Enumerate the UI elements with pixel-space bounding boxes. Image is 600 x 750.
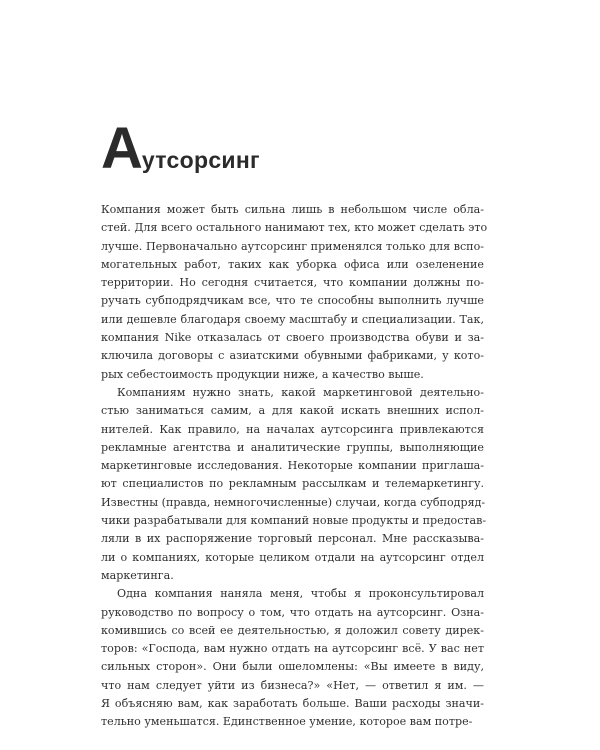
text-line: рекламные агентства и аналитические группы, выполняющие	[101, 440, 484, 454]
text-line: сильных сторон». Они были ошеломлены: «Вы имеете в виду,	[101, 660, 484, 674]
text-line: лучше. Первоначально аутсорсинг применялся только для вспо-	[101, 239, 484, 253]
text-line: чики разрабатывали для компаний новые продукты и предостав-	[101, 514, 487, 528]
text-line: Компания может быть сильна лишь в небольшом числе обла-	[101, 203, 484, 216]
text-line: руководство по вопросу о том, что отдать на аутсорсинг. Озна-	[101, 605, 484, 619]
text-line: маркетинга.	[101, 568, 174, 582]
text-line: комившись со всей ее деятельностью, я доложил совету дирек-	[101, 623, 484, 637]
text-line: Компаниям нужно знать, какой маркетинговой деятельно-	[117, 385, 484, 399]
text-line: могательных работ, таких как уборка офиса или озеленение	[101, 257, 484, 271]
text-line: ручать субподрядчикам все, что те способны выполнить лучше	[101, 294, 484, 308]
text-line: или дешевле благодаря своему масштабу и специализации. Так,	[101, 312, 484, 326]
text-line: торов: «Господа, вам нужно отдать на аутсорсинг всё. У вас нет	[101, 642, 484, 656]
text-line: рых себестоимость продукции ниже, а качество выше.	[101, 367, 424, 381]
chapter-title-initial: А	[101, 116, 142, 181]
text-line: что нам следует уйти из бизнеса?» «Нет, — ответил я им. —	[101, 678, 484, 692]
paragraph	[101, 201, 488, 384]
text-line: тельно уменьшатся. Единственное умение, которое вам потре-	[101, 715, 473, 729]
text-line: территории. Но сегодня считается, что компании должны по-	[101, 276, 484, 290]
paragraph	[101, 585, 484, 731]
text-line: ключила договоры с азиатскими обувными фабриками, у кото-	[101, 349, 484, 363]
text-line: ляли в их распоряжение торговый персонал. Мне рассказыва-	[101, 532, 484, 546]
text-line: стей. Для всего остального нанимают тех, кто может сделать это	[101, 221, 488, 235]
chapter-title-rest: утсорсинг	[141, 147, 260, 173]
text-line: компания Nike отказалась от своего производства обуви и за-	[101, 331, 484, 345]
text-line: нителей. Как правило, на началах аутсорсинга привлекаются	[101, 422, 484, 436]
text-line: стью заниматься самим, а для какой искать внешних испол-	[101, 404, 484, 418]
paragraph	[101, 384, 487, 585]
text-line: Одна компания наняла меня, чтобы я проконсультировал	[117, 587, 484, 601]
text-line: Известны (правда, немногочисленные) случаи, когда субподряд-	[101, 495, 486, 509]
text-line: Я объясняю вам, как заработать больше. Ваши расходы значи-	[101, 697, 484, 711]
text-line: ют специалистов по рекламным рассылкам и телемаркетингу.	[101, 477, 484, 491]
text-line: маркетинговые исследования. Некоторые компании приглаша-	[101, 459, 484, 473]
text-line: ли о компаниях, которые целиком отдали на аутсорсинг отдел	[101, 550, 484, 564]
chapter-title	[101, 116, 260, 181]
chapter-body	[101, 201, 488, 732]
